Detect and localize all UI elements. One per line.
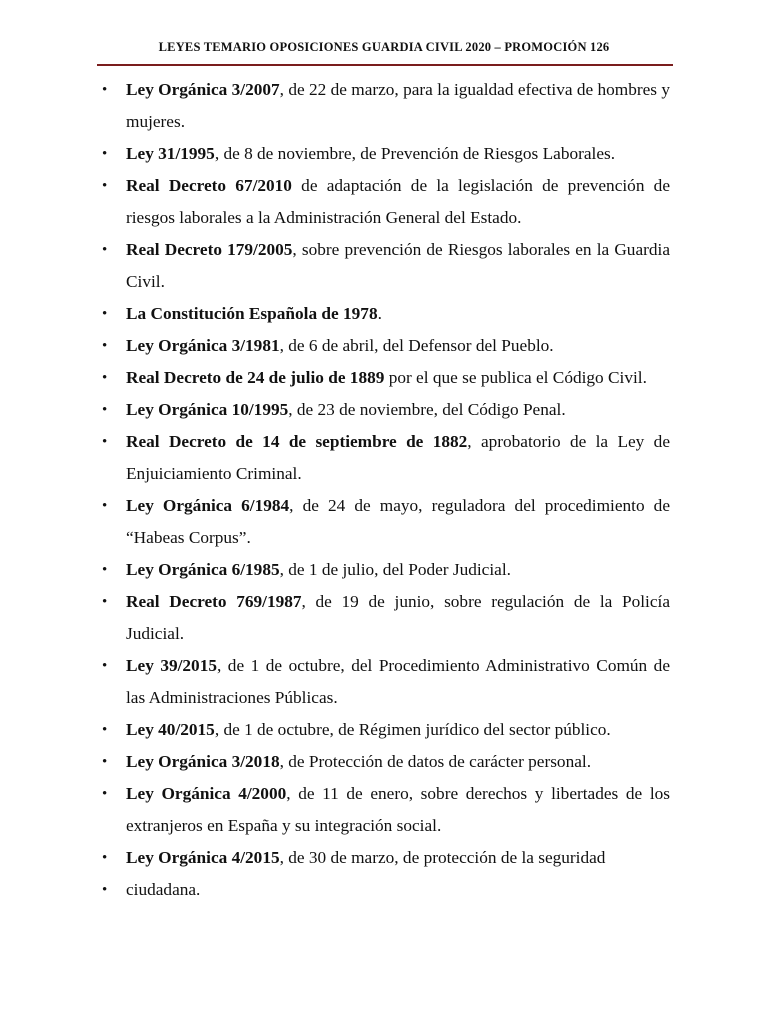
law-name: Ley 39/2015 xyxy=(126,656,217,675)
law-description: , de 22 de marzo, para la igualdad efectiva de hombres y mujeres. xyxy=(126,80,670,131)
bullet-icon: • xyxy=(102,498,108,514)
list-item xyxy=(90,554,670,586)
law-description: . xyxy=(377,304,382,323)
bullet-icon: • xyxy=(102,434,108,450)
law-description: , de 1 de octubre, del Procedimiento Administrativo Común de las Administraciones Públicas. xyxy=(126,656,670,707)
bullet-icon: • xyxy=(102,722,108,738)
law-name: Ley Orgánica 4/2015 xyxy=(126,848,280,867)
list-item xyxy=(90,490,670,554)
list-item xyxy=(90,138,670,170)
law-description: , de 1 de octubre, de Régimen jurídico del sector público. xyxy=(214,720,611,739)
list-item xyxy=(90,330,670,362)
law-name: Ley Orgánica 6/1985 xyxy=(126,560,280,579)
bullet-icon: • xyxy=(102,146,108,162)
bullet-icon: • xyxy=(102,402,108,418)
list-item xyxy=(90,394,670,426)
law-name: Real Decreto de 24 de julio de 1889 xyxy=(126,368,385,387)
law-name: Real Decreto 769/1987 xyxy=(126,592,302,611)
list-item xyxy=(90,74,670,138)
list-item xyxy=(90,746,670,778)
law-name: Real Decreto de 14 de septiembre de 1882 xyxy=(126,432,468,451)
list-item xyxy=(90,874,670,906)
law-description: , de 19 de junio, sobre regulación de la Policía Judicial. xyxy=(126,592,670,643)
bullet-icon: • xyxy=(102,786,108,802)
bullet-icon: • xyxy=(102,306,108,322)
list-item xyxy=(90,714,670,746)
law-name: La Constitución Española de 1978 xyxy=(126,304,378,323)
list-item xyxy=(90,650,670,714)
bullet-icon: • xyxy=(102,562,108,578)
law-description: de adaptación de la legislación de prevención de riesgos laborales a la Administración General del Estado. xyxy=(126,176,670,227)
bullet-icon: • xyxy=(102,82,108,98)
law-description: ciudadana. xyxy=(126,880,201,899)
law-list xyxy=(90,74,670,906)
law-description: , de 1 de julio, del Poder Judicial. xyxy=(279,560,511,579)
law-description: , de 6 de abril, del Defensor del Pueblo. xyxy=(279,336,554,355)
list-item xyxy=(90,778,670,842)
list-item xyxy=(90,842,670,874)
law-name: Ley Orgánica 3/2007 xyxy=(126,80,280,99)
bullet-icon: • xyxy=(102,338,108,354)
list-item xyxy=(90,362,670,394)
page-header: LEYES TEMARIO OPOSICIONES GUARDIA CIVIL 2020 – PROMOCIÓN 126 xyxy=(158,40,610,54)
bullet-icon: • xyxy=(102,882,108,898)
law-name: Ley 40/2015 xyxy=(126,720,215,739)
law-description: por el que se publica el Código Civil. xyxy=(384,368,647,387)
law-name: Ley Orgánica 3/2018 xyxy=(126,752,280,771)
law-description: , aprobatorio de la Ley de Enjuiciamiento Criminal. xyxy=(126,432,670,483)
law-name: Ley Orgánica 10/1995 xyxy=(126,400,289,419)
bullet-icon: • xyxy=(102,754,108,770)
law-name: Ley Orgánica 3/1981 xyxy=(126,336,280,355)
bullet-icon: • xyxy=(102,178,108,194)
bullet-icon: • xyxy=(102,242,108,258)
list-item xyxy=(90,586,670,650)
list-item xyxy=(90,234,670,298)
law-name: Real Decreto 67/2010 xyxy=(126,176,292,195)
list-item xyxy=(90,426,670,490)
bullet-icon: • xyxy=(102,658,108,674)
law-description: , de 23 de noviembre, del Código Penal. xyxy=(288,400,566,419)
law-description: , de 24 de mayo, reguladora del procedimiento de “Habeas Corpus”. xyxy=(126,496,670,547)
law-description: , de 30 de marzo, de protección de la seguridad xyxy=(279,848,606,867)
law-name: Ley Orgánica 4/2000 xyxy=(126,784,287,803)
law-name: Ley 31/1995 xyxy=(126,144,215,163)
law-description: , de 11 de enero, sobre derechos y libertades de los extranjeros en España y su integración social. xyxy=(126,784,670,835)
list-item xyxy=(90,170,670,234)
bullet-icon: • xyxy=(102,850,108,866)
law-description: , de Protección de datos de carácter personal. xyxy=(279,752,592,771)
bullet-icon: • xyxy=(102,594,108,610)
law-description: , sobre prevención de Riesgos laborales en la Guardia Civil. xyxy=(126,240,670,291)
header-rule xyxy=(97,64,673,66)
law-name: Real Decreto 179/2005 xyxy=(126,240,293,259)
list-item xyxy=(90,298,670,330)
bullet-icon: • xyxy=(102,370,108,386)
law-name: Ley Orgánica 6/1984 xyxy=(126,496,290,515)
law-description: , de 8 de noviembre, de Prevención de Riesgos Laborales. xyxy=(214,144,616,163)
